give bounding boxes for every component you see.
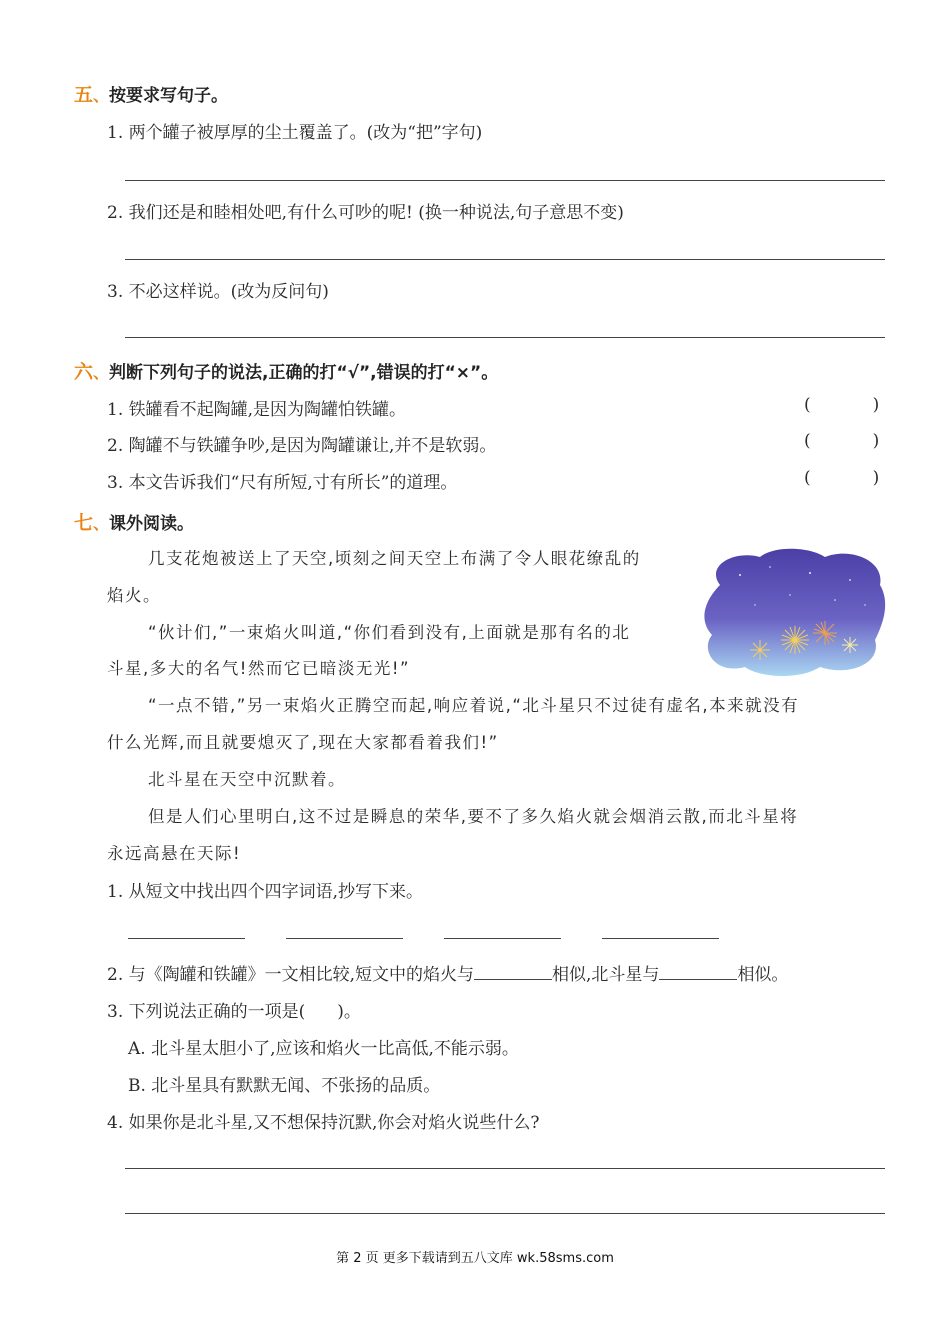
section-7-number: 七	[74, 512, 94, 534]
big-dipper-compare-blank[interactable]	[659, 965, 737, 980]
s7-question-3	[107, 997, 361, 1022]
s7-q2-text-a: 2. 与《陶罐和铁罐》一文相比较,短文中的焰火与	[107, 965, 475, 985]
s5-question-1: 1. 两个罐子被厚厚的尘土覆盖了。(改为“把”字句)	[107, 123, 483, 143]
s7-question-4: 4. 如果你是北斗星,又不想保持沉默,你会对焰火说些什么?	[107, 1113, 540, 1133]
s5-question-2: 2. 我们还是和睦相处吧,有什么可吵的呢! (换一种说法,句子意思不变)	[107, 203, 624, 223]
s7-q3-option-b: B. 北斗星具有默默无闻、不张扬的品质。	[128, 1076, 441, 1096]
passage-line-5: “一点不错,”另一束焰火正腾空而起,响应着说,“北斗星只不过徒有虚名,本来就没有	[148, 696, 800, 715]
s5-answer-line-2[interactable]	[125, 259, 885, 260]
s7-q4-answer-line-2[interactable]	[125, 1213, 885, 1214]
s5-question-3: 3. 不必这样说。(改为反问句)	[107, 282, 329, 302]
section-5-separator: 、	[93, 86, 110, 105]
s6-statement-2: 2. 陶罐不与铁罐争吵,是因为陶罐谦让,并不是软弱。	[107, 436, 497, 456]
s7-q2-text-c: 相似。	[737, 965, 789, 985]
passage-line-2: 焰火。	[107, 586, 161, 605]
s5-answer-line-3[interactable]	[125, 337, 885, 338]
section-6-number: 六	[74, 361, 94, 383]
s6-statement-3: 3. 本文告诉我们“尺有所短,寸有所长”的道理。	[107, 473, 458, 493]
section-7-separator: 、	[93, 514, 110, 533]
section-7-title: 课外阅读。	[109, 514, 195, 534]
section-6-separator: 、	[93, 363, 110, 382]
s5-answer-line-1[interactable]	[125, 180, 885, 181]
passage-line-9: 永远高悬在天际!	[107, 844, 242, 863]
s7-q3-option-a: A. 北斗星太胆小了,应该和焰火一比高低,不能示弱。	[128, 1039, 519, 1059]
passage-line-7: 北斗星在天空中沉默着。	[148, 770, 346, 789]
s6-answer-box-3[interactable]: ( )	[804, 468, 880, 488]
section-5-title: 按要求写句子。	[109, 86, 229, 106]
four-char-word-blank-2[interactable]	[286, 938, 403, 939]
s7-q4-answer-line-1[interactable]	[125, 1168, 885, 1169]
passage-line-8: 但是人们心里明白,这不过是瞬息的荣华,要不了多久焰火就会烟消云散,而北斗星将	[148, 807, 799, 826]
s7-q3-text: 3. 下列说法正确的一项是(	[107, 1002, 306, 1022]
s7-q2-text-b: 相似,北斗星与	[552, 965, 660, 985]
four-char-word-blank-1[interactable]	[128, 938, 245, 939]
section-6-heading	[74, 357, 498, 384]
s6-statement-1: 1. 铁罐看不起陶罐,是因为陶罐怕铁罐。	[107, 400, 407, 420]
four-char-word-blank-4[interactable]	[602, 938, 719, 939]
passage-line-4: 斗星,多大的名气!然而它已暗淡无光!”	[107, 659, 411, 678]
fireworks-compare-blank[interactable]	[474, 965, 552, 980]
section-7-heading	[74, 508, 194, 535]
s7-question-2	[107, 960, 788, 985]
section-5-number: 五	[74, 84, 94, 106]
page-footer: 第 2 页 更多下载请到五八文库 wk.58sms.com	[336, 1251, 614, 1266]
s6-answer-box-2[interactable]: ( )	[804, 431, 880, 451]
section-6-title: 判断下列句子的说法,正确的打“√”,错误的打“×”。	[109, 363, 499, 383]
passage-line-6: 什么光辉,而且就要熄灭了,现在大家都看着我们!”	[107, 733, 499, 752]
four-char-word-blank-3[interactable]	[444, 938, 561, 939]
s6-answer-box-1[interactable]: ( )	[804, 395, 880, 415]
s7-question-1: 1. 从短文中找出四个四字词语,抄写下来。	[107, 882, 424, 902]
fireworks-illustration	[700, 545, 890, 680]
section-5-heading	[74, 80, 228, 107]
passage-line-1: 几支花炮被送上了天空,顷刻之间天空上布满了令人眼花缭乱的	[148, 549, 641, 568]
s7-q3-text-end: )。	[337, 1002, 361, 1022]
passage-line-3: “伙计们,”一束焰火叫道,“你们看到没有,上面就是那有名的北	[148, 623, 631, 642]
